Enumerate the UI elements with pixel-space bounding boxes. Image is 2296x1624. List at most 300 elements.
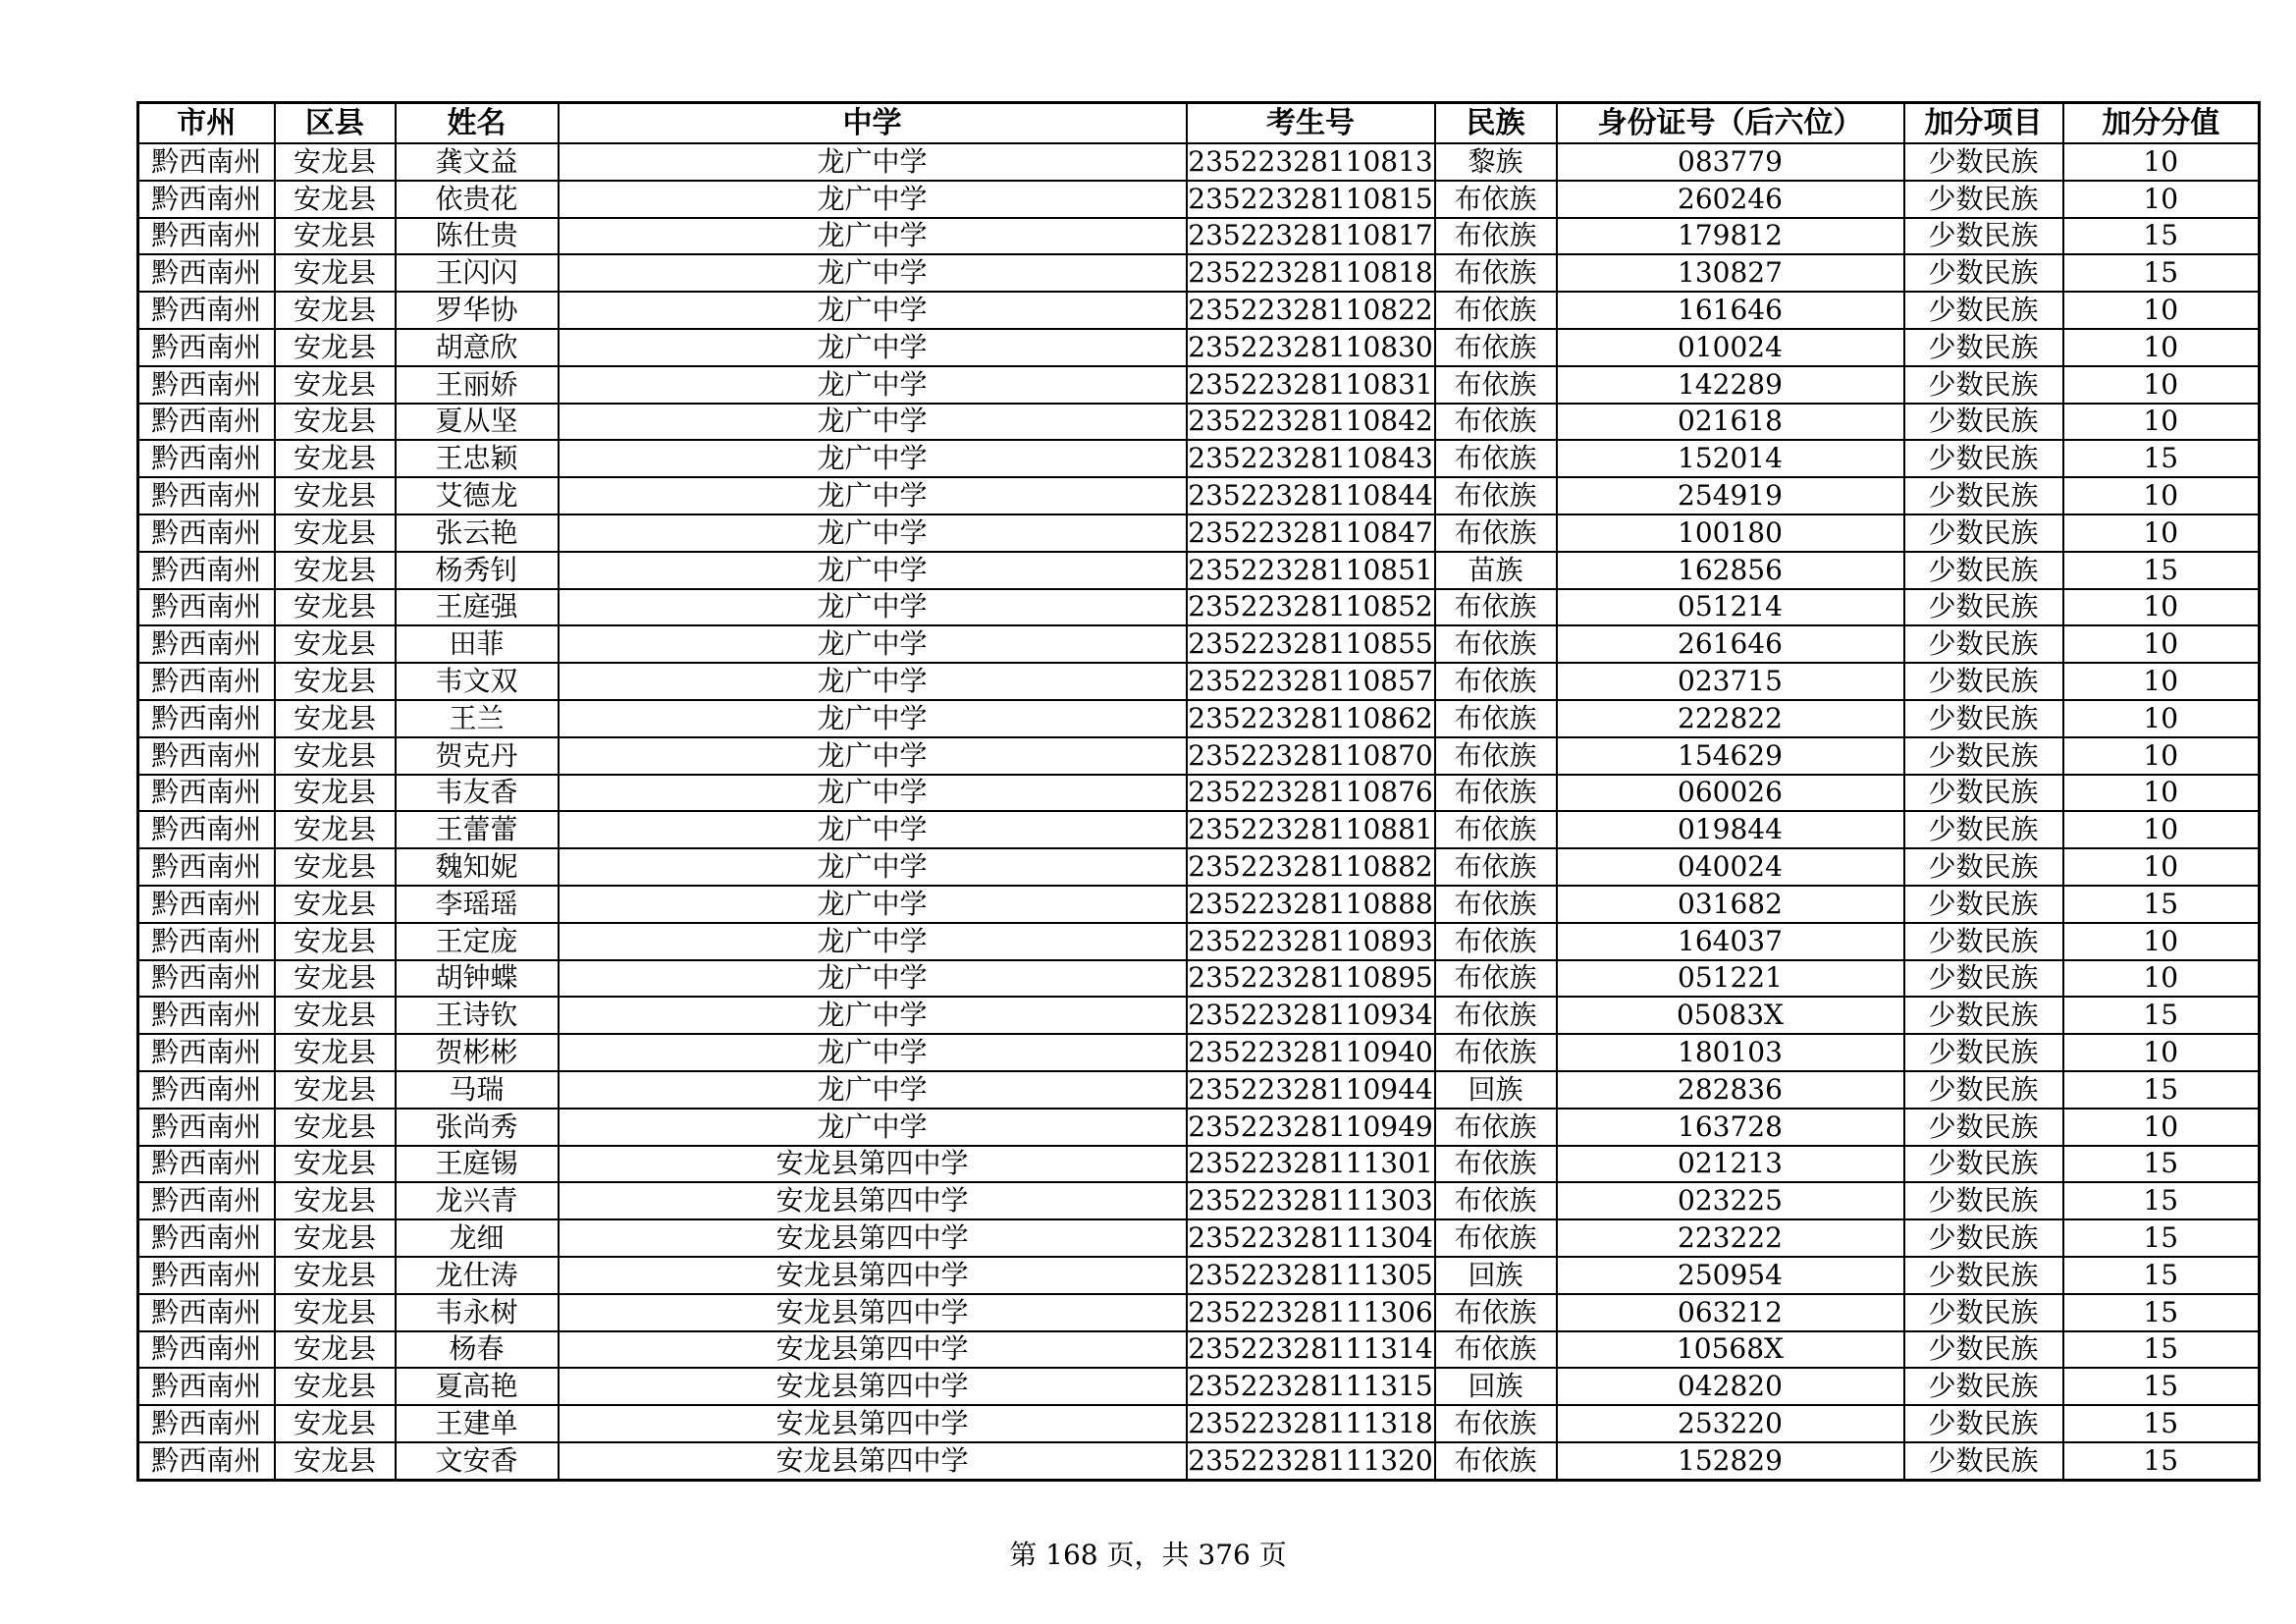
bonus-value-cell: 15 <box>2063 1442 2260 1480</box>
exam-number-cell: 23522328111320 <box>1187 1442 1435 1480</box>
id-suffix-cell: 254919 <box>1557 477 1904 514</box>
exam-number-cell: 23522328110881 <box>1187 811 1435 848</box>
school-cell: 龙广中学 <box>559 700 1187 737</box>
ethnicity-cell: 布依族 <box>1435 663 1557 700</box>
table-row <box>138 254 2260 292</box>
bonus-value-cell: 15 <box>2063 1294 2260 1331</box>
county-cell: 安龙县 <box>275 1368 396 1405</box>
school-cell: 龙广中学 <box>559 625 1187 663</box>
name-cell: 王诗钦 <box>396 997 559 1034</box>
bonus-value-cell: 15 <box>2063 218 2260 255</box>
school-cell: 龙广中学 <box>559 589 1187 626</box>
id-suffix-cell: 180103 <box>1557 1034 1904 1071</box>
name-cell: 田菲 <box>396 625 559 663</box>
school-cell: 龙广中学 <box>559 143 1187 181</box>
id-suffix-cell: 019844 <box>1557 811 1904 848</box>
id-suffix-cell: 10568X <box>1557 1331 1904 1369</box>
table-row <box>138 1257 2260 1294</box>
bonus-item-cell: 少数民族 <box>1904 366 2063 404</box>
bonus-item-cell: 少数民族 <box>1904 775 2063 812</box>
table-row <box>138 1405 2260 1442</box>
id-suffix-cell: 250954 <box>1557 1257 1904 1294</box>
table-row <box>138 366 2260 404</box>
name-cell: 王庭锡 <box>396 1146 559 1183</box>
school-cell: 龙广中学 <box>559 477 1187 514</box>
school-cell: 龙广中学 <box>559 1109 1187 1146</box>
ethnicity-cell: 布依族 <box>1435 775 1557 812</box>
school-cell: 龙广中学 <box>559 737 1187 775</box>
id-suffix-cell: 161646 <box>1557 292 1904 329</box>
ethnicity-cell: 布依族 <box>1435 848 1557 886</box>
exam-number-cell: 23522328110822 <box>1187 292 1435 329</box>
bonus-item-cell: 少数民族 <box>1904 811 2063 848</box>
bonus-value-cell: 10 <box>2063 477 2260 514</box>
exam-number-cell: 23522328110940 <box>1187 1034 1435 1071</box>
county-cell: 安龙县 <box>275 329 396 366</box>
city-cell: 黔西南州 <box>138 737 275 775</box>
id-suffix-cell: 063212 <box>1557 1294 1904 1331</box>
city-cell: 黔西南州 <box>138 552 275 589</box>
name-cell: 贺克丹 <box>396 737 559 775</box>
bonus-value-cell: 15 <box>2063 1071 2260 1109</box>
bonus-item-cell: 少数民族 <box>1904 143 2063 181</box>
exam-number-cell: 23522328110862 <box>1187 700 1435 737</box>
ethnicity-cell: 布依族 <box>1435 1442 1557 1480</box>
exam-number-cell: 23522328110842 <box>1187 404 1435 441</box>
bonus-item-cell: 少数民族 <box>1904 589 2063 626</box>
ethnicity-cell: 布依族 <box>1435 1219 1557 1257</box>
column-header: 中学 <box>559 103 1187 144</box>
exam-number-cell: 23522328111315 <box>1187 1368 1435 1405</box>
bonus-item-cell: 少数民族 <box>1904 1294 2063 1331</box>
name-cell: 张尚秀 <box>396 1109 559 1146</box>
table-row <box>138 700 2260 737</box>
table-row <box>138 1034 2260 1071</box>
bonus-item-cell: 少数民族 <box>1904 1219 2063 1257</box>
id-suffix-cell: 023225 <box>1557 1182 1904 1219</box>
city-cell: 黔西南州 <box>138 292 275 329</box>
column-header: 加分项目 <box>1904 103 2063 144</box>
bonus-item-cell: 少数民族 <box>1904 1034 2063 1071</box>
ethnicity-cell: 布依族 <box>1435 811 1557 848</box>
table-row <box>138 329 2260 366</box>
exam-number-cell: 23522328111301 <box>1187 1146 1435 1183</box>
county-cell: 安龙县 <box>275 775 396 812</box>
id-suffix-cell: 031682 <box>1557 886 1904 923</box>
county-cell: 安龙县 <box>275 552 396 589</box>
school-cell: 安龙县第四中学 <box>559 1331 1187 1369</box>
city-cell: 黔西南州 <box>138 1331 275 1369</box>
name-cell: 王庭强 <box>396 589 559 626</box>
city-cell: 黔西南州 <box>138 663 275 700</box>
city-cell: 黔西南州 <box>138 1109 275 1146</box>
table-row <box>138 1442 2260 1480</box>
city-cell: 黔西南州 <box>138 625 275 663</box>
school-cell: 龙广中学 <box>559 1034 1187 1071</box>
ethnicity-cell: 黎族 <box>1435 143 1557 181</box>
name-cell: 贺彬彬 <box>396 1034 559 1071</box>
city-cell: 黔西南州 <box>138 1368 275 1405</box>
exam-number-cell: 23522328110843 <box>1187 440 1435 477</box>
name-cell: 韦永树 <box>396 1294 559 1331</box>
table-row <box>138 292 2260 329</box>
exam-number-cell: 23522328110893 <box>1187 923 1435 960</box>
name-cell: 陈仕贵 <box>396 218 559 255</box>
table-row <box>138 775 2260 812</box>
column-header: 考生号 <box>1187 103 1435 144</box>
city-cell: 黔西南州 <box>138 254 275 292</box>
exam-number-cell: 23522328110888 <box>1187 886 1435 923</box>
county-cell: 安龙县 <box>275 254 396 292</box>
bonus-value-cell: 15 <box>2063 1146 2260 1183</box>
bonus-item-cell: 少数民族 <box>1904 440 2063 477</box>
city-cell: 黔西南州 <box>138 811 275 848</box>
city-cell: 黔西南州 <box>138 477 275 514</box>
table-row <box>138 1219 2260 1257</box>
table-body <box>138 143 2260 1480</box>
exam-number-cell: 23522328111306 <box>1187 1294 1435 1331</box>
city-cell: 黔西南州 <box>138 886 275 923</box>
name-cell: 王定庞 <box>396 923 559 960</box>
ethnicity-cell: 布依族 <box>1435 923 1557 960</box>
county-cell: 安龙县 <box>275 1071 396 1109</box>
ethnicity-cell: 布依族 <box>1435 292 1557 329</box>
bonus-item-cell: 少数民族 <box>1904 254 2063 292</box>
county-cell: 安龙县 <box>275 625 396 663</box>
ethnicity-cell: 布依族 <box>1435 254 1557 292</box>
name-cell: 张云艳 <box>396 514 559 552</box>
bonus-value-cell: 10 <box>2063 514 2260 552</box>
table-row <box>138 404 2260 441</box>
id-suffix-cell: 051214 <box>1557 589 1904 626</box>
school-cell: 安龙县第四中学 <box>559 1219 1187 1257</box>
county-cell: 安龙县 <box>275 477 396 514</box>
id-suffix-cell: 010024 <box>1557 329 1904 366</box>
ethnicity-cell: 布依族 <box>1435 1146 1557 1183</box>
table-row <box>138 1331 2260 1369</box>
county-cell: 安龙县 <box>275 366 396 404</box>
column-header: 区县 <box>275 103 396 144</box>
exam-number-cell: 23522328110818 <box>1187 254 1435 292</box>
ethnicity-cell: 布依族 <box>1435 1331 1557 1369</box>
name-cell: 艾德龙 <box>396 477 559 514</box>
school-cell: 龙广中学 <box>559 923 1187 960</box>
school-cell: 安龙县第四中学 <box>559 1146 1187 1183</box>
ethnicity-cell: 布依族 <box>1435 886 1557 923</box>
city-cell: 黔西南州 <box>138 700 275 737</box>
id-suffix-cell: 05083X <box>1557 997 1904 1034</box>
name-cell: 罗华协 <box>396 292 559 329</box>
school-cell: 龙广中学 <box>559 404 1187 441</box>
county-cell: 安龙县 <box>275 292 396 329</box>
name-cell: 胡钟蝶 <box>396 960 559 998</box>
ethnicity-cell: 布依族 <box>1435 589 1557 626</box>
bonus-value-cell: 10 <box>2063 960 2260 998</box>
city-cell: 黔西南州 <box>138 143 275 181</box>
bonus-value-cell: 10 <box>2063 775 2260 812</box>
table-row <box>138 663 2260 700</box>
city-cell: 黔西南州 <box>138 440 275 477</box>
ethnicity-cell: 布依族 <box>1435 997 1557 1034</box>
name-cell: 依贵花 <box>396 181 559 218</box>
table-row <box>138 1071 2260 1109</box>
table-row <box>138 1146 2260 1183</box>
city-cell: 黔西南州 <box>138 1182 275 1219</box>
county-cell: 安龙县 <box>275 1331 396 1369</box>
school-cell: 龙广中学 <box>559 997 1187 1034</box>
exam-number-cell: 23522328110895 <box>1187 960 1435 998</box>
column-header: 民族 <box>1435 103 1557 144</box>
county-cell: 安龙县 <box>275 700 396 737</box>
ethnicity-cell: 布依族 <box>1435 1034 1557 1071</box>
exam-number-cell: 23522328110882 <box>1187 848 1435 886</box>
county-cell: 安龙县 <box>275 589 396 626</box>
name-cell: 王蕾蕾 <box>396 811 559 848</box>
county-cell: 安龙县 <box>275 218 396 255</box>
table-row <box>138 440 2260 477</box>
bonus-value-cell: 10 <box>2063 923 2260 960</box>
county-cell: 安龙县 <box>275 514 396 552</box>
county-cell: 安龙县 <box>275 1146 396 1183</box>
id-suffix-cell: 040024 <box>1557 848 1904 886</box>
county-cell: 安龙县 <box>275 997 396 1034</box>
bonus-value-cell: 15 <box>2063 440 2260 477</box>
county-cell: 安龙县 <box>275 923 396 960</box>
id-suffix-cell: 152829 <box>1557 1442 1904 1480</box>
county-cell: 安龙县 <box>275 1182 396 1219</box>
bonus-value-cell: 10 <box>2063 700 2260 737</box>
id-suffix-cell: 152014 <box>1557 440 1904 477</box>
city-cell: 黔西南州 <box>138 1034 275 1071</box>
city-cell: 黔西南州 <box>138 1071 275 1109</box>
ethnicity-cell: 布依族 <box>1435 218 1557 255</box>
exam-number-cell: 23522328110817 <box>1187 218 1435 255</box>
id-suffix-cell: 083779 <box>1557 143 1904 181</box>
bonus-value-cell: 10 <box>2063 143 2260 181</box>
city-cell: 黔西南州 <box>138 775 275 812</box>
city-cell: 黔西南州 <box>138 1405 275 1442</box>
id-suffix-cell: 051221 <box>1557 960 1904 998</box>
county-cell: 安龙县 <box>275 886 396 923</box>
name-cell: 李瑶瑶 <box>396 886 559 923</box>
city-cell: 黔西南州 <box>138 1442 275 1480</box>
exam-number-cell: 23522328111305 <box>1187 1257 1435 1294</box>
county-cell: 安龙县 <box>275 1405 396 1442</box>
bonus-value-cell: 10 <box>2063 366 2260 404</box>
bonus-item-cell: 少数民族 <box>1904 181 2063 218</box>
name-cell: 杨春 <box>396 1331 559 1369</box>
bonus-item-cell: 少数民族 <box>1904 886 2063 923</box>
bonus-item-cell: 少数民族 <box>1904 292 2063 329</box>
bonus-value-cell: 10 <box>2063 589 2260 626</box>
bonus-item-cell: 少数民族 <box>1904 552 2063 589</box>
school-cell: 龙广中学 <box>559 848 1187 886</box>
name-cell: 龙兴青 <box>396 1182 559 1219</box>
county-cell: 安龙县 <box>275 1442 396 1480</box>
ethnicity-cell: 布依族 <box>1435 329 1557 366</box>
bonus-item-cell: 少数民族 <box>1904 923 2063 960</box>
school-cell: 龙广中学 <box>559 663 1187 700</box>
name-cell: 韦友香 <box>396 775 559 812</box>
city-cell: 黔西南州 <box>138 997 275 1034</box>
name-cell: 胡意欣 <box>396 329 559 366</box>
bonus-value-cell: 10 <box>2063 181 2260 218</box>
county-cell: 安龙县 <box>275 811 396 848</box>
county-cell: 安龙县 <box>275 1219 396 1257</box>
bonus-item-cell: 少数民族 <box>1904 960 2063 998</box>
bonus-value-cell: 10 <box>2063 663 2260 700</box>
table-row <box>138 737 2260 775</box>
table-row <box>138 886 2260 923</box>
bonus-value-cell: 10 <box>2063 737 2260 775</box>
city-cell: 黔西南州 <box>138 366 275 404</box>
exam-number-cell: 23522328110876 <box>1187 775 1435 812</box>
exam-number-cell: 23522328111303 <box>1187 1182 1435 1219</box>
bonus-item-cell: 少数民族 <box>1904 1368 2063 1405</box>
ethnicity-cell: 布依族 <box>1435 514 1557 552</box>
county-cell: 安龙县 <box>275 960 396 998</box>
table-row <box>138 477 2260 514</box>
bonus-item-cell: 少数民族 <box>1904 1071 2063 1109</box>
school-cell: 龙广中学 <box>559 292 1187 329</box>
school-cell: 龙广中学 <box>559 552 1187 589</box>
exam-number-cell: 23522328110852 <box>1187 589 1435 626</box>
city-cell: 黔西南州 <box>138 218 275 255</box>
city-cell: 黔西南州 <box>138 848 275 886</box>
id-suffix-cell: 100180 <box>1557 514 1904 552</box>
table-row <box>138 1294 2260 1331</box>
school-cell: 龙广中学 <box>559 775 1187 812</box>
ethnicity-cell: 布依族 <box>1435 366 1557 404</box>
city-cell: 黔西南州 <box>138 1257 275 1294</box>
school-cell: 龙广中学 <box>559 960 1187 998</box>
name-cell: 王丽娇 <box>396 366 559 404</box>
city-cell: 黔西南州 <box>138 589 275 626</box>
county-cell: 安龙县 <box>275 1257 396 1294</box>
county-cell: 安龙县 <box>275 663 396 700</box>
id-suffix-cell: 042820 <box>1557 1368 1904 1405</box>
bonus-item-cell: 少数民族 <box>1904 997 2063 1034</box>
bonus-item-cell: 少数民族 <box>1904 514 2063 552</box>
name-cell: 马瑞 <box>396 1071 559 1109</box>
county-cell: 安龙县 <box>275 181 396 218</box>
ethnicity-cell: 布依族 <box>1435 440 1557 477</box>
name-cell: 龙细 <box>396 1219 559 1257</box>
name-cell: 杨秀钊 <box>396 552 559 589</box>
school-cell: 安龙县第四中学 <box>559 1405 1187 1442</box>
city-cell: 黔西南州 <box>138 329 275 366</box>
city-cell: 黔西南州 <box>138 1294 275 1331</box>
city-cell: 黔西南州 <box>138 1219 275 1257</box>
county-cell: 安龙县 <box>275 1294 396 1331</box>
exam-number-cell: 23522328110855 <box>1187 625 1435 663</box>
table-row <box>138 1182 2260 1219</box>
id-suffix-cell: 154629 <box>1557 737 1904 775</box>
school-cell: 龙广中学 <box>559 329 1187 366</box>
bonus-value-cell: 15 <box>2063 1405 2260 1442</box>
name-cell: 王建单 <box>396 1405 559 1442</box>
table-row <box>138 923 2260 960</box>
column-header: 姓名 <box>396 103 559 144</box>
county-cell: 安龙县 <box>275 404 396 441</box>
ethnicity-cell: 布依族 <box>1435 737 1557 775</box>
ethnicity-cell: 布依族 <box>1435 700 1557 737</box>
id-suffix-cell: 021618 <box>1557 404 1904 441</box>
id-suffix-cell: 164037 <box>1557 923 1904 960</box>
bonus-value-cell: 15 <box>2063 1368 2260 1405</box>
table-row <box>138 589 2260 626</box>
school-cell: 龙广中学 <box>559 811 1187 848</box>
name-cell: 夏高艳 <box>396 1368 559 1405</box>
name-cell: 王忠颖 <box>396 440 559 477</box>
exam-number-cell: 23522328110851 <box>1187 552 1435 589</box>
school-cell: 龙广中学 <box>559 440 1187 477</box>
school-cell: 安龙县第四中学 <box>559 1442 1187 1480</box>
bonus-value-cell: 15 <box>2063 1182 2260 1219</box>
bonus-item-cell: 少数民族 <box>1904 1405 2063 1442</box>
school-cell: 安龙县第四中学 <box>559 1257 1187 1294</box>
ethnicity-cell: 苗族 <box>1435 552 1557 589</box>
city-cell: 黔西南州 <box>138 1146 275 1183</box>
ethnicity-cell: 布依族 <box>1435 625 1557 663</box>
school-cell: 安龙县第四中学 <box>559 1182 1187 1219</box>
bonus-points-table <box>136 101 2261 1482</box>
bonus-item-cell: 少数民族 <box>1904 1109 2063 1146</box>
city-cell: 黔西南州 <box>138 181 275 218</box>
name-cell: 龚文益 <box>396 143 559 181</box>
table-row <box>138 811 2260 848</box>
bonus-value-cell: 10 <box>2063 848 2260 886</box>
table-row <box>138 625 2260 663</box>
county-cell: 安龙县 <box>275 848 396 886</box>
ethnicity-cell: 布依族 <box>1435 960 1557 998</box>
bonus-value-cell: 15 <box>2063 1257 2260 1294</box>
id-suffix-cell: 021213 <box>1557 1146 1904 1183</box>
exam-number-cell: 23522328110857 <box>1187 663 1435 700</box>
bonus-item-cell: 少数民族 <box>1904 329 2063 366</box>
table-row <box>138 552 2260 589</box>
bonus-item-cell: 少数民族 <box>1904 1257 2063 1294</box>
school-cell: 龙广中学 <box>559 366 1187 404</box>
table-row <box>138 514 2260 552</box>
id-suffix-cell: 222822 <box>1557 700 1904 737</box>
table-row <box>138 960 2260 998</box>
school-cell: 龙广中学 <box>559 886 1187 923</box>
county-cell: 安龙县 <box>275 1109 396 1146</box>
ethnicity-cell: 布依族 <box>1435 1109 1557 1146</box>
bonus-item-cell: 少数民族 <box>1904 1182 2063 1219</box>
bonus-item-cell: 少数民族 <box>1904 1331 2063 1369</box>
column-header: 身份证号（后六位） <box>1557 103 1904 144</box>
school-cell: 龙广中学 <box>559 514 1187 552</box>
school-cell: 龙广中学 <box>559 181 1187 218</box>
table-row <box>138 143 2260 181</box>
bonus-item-cell: 少数民族 <box>1904 737 2063 775</box>
county-cell: 安龙县 <box>275 1034 396 1071</box>
table-row <box>138 218 2260 255</box>
name-cell: 文安香 <box>396 1442 559 1480</box>
id-suffix-cell: 142289 <box>1557 366 1904 404</box>
bonus-value-cell: 10 <box>2063 329 2260 366</box>
bonus-value-cell: 10 <box>2063 1109 2260 1146</box>
exam-number-cell: 23522328111318 <box>1187 1405 1435 1442</box>
ethnicity-cell: 回族 <box>1435 1368 1557 1405</box>
bonus-value-cell: 10 <box>2063 1034 2260 1071</box>
exam-number-cell: 23522328111314 <box>1187 1331 1435 1369</box>
bonus-value-cell: 15 <box>2063 886 2260 923</box>
city-cell: 黔西南州 <box>138 923 275 960</box>
county-cell: 安龙县 <box>275 143 396 181</box>
